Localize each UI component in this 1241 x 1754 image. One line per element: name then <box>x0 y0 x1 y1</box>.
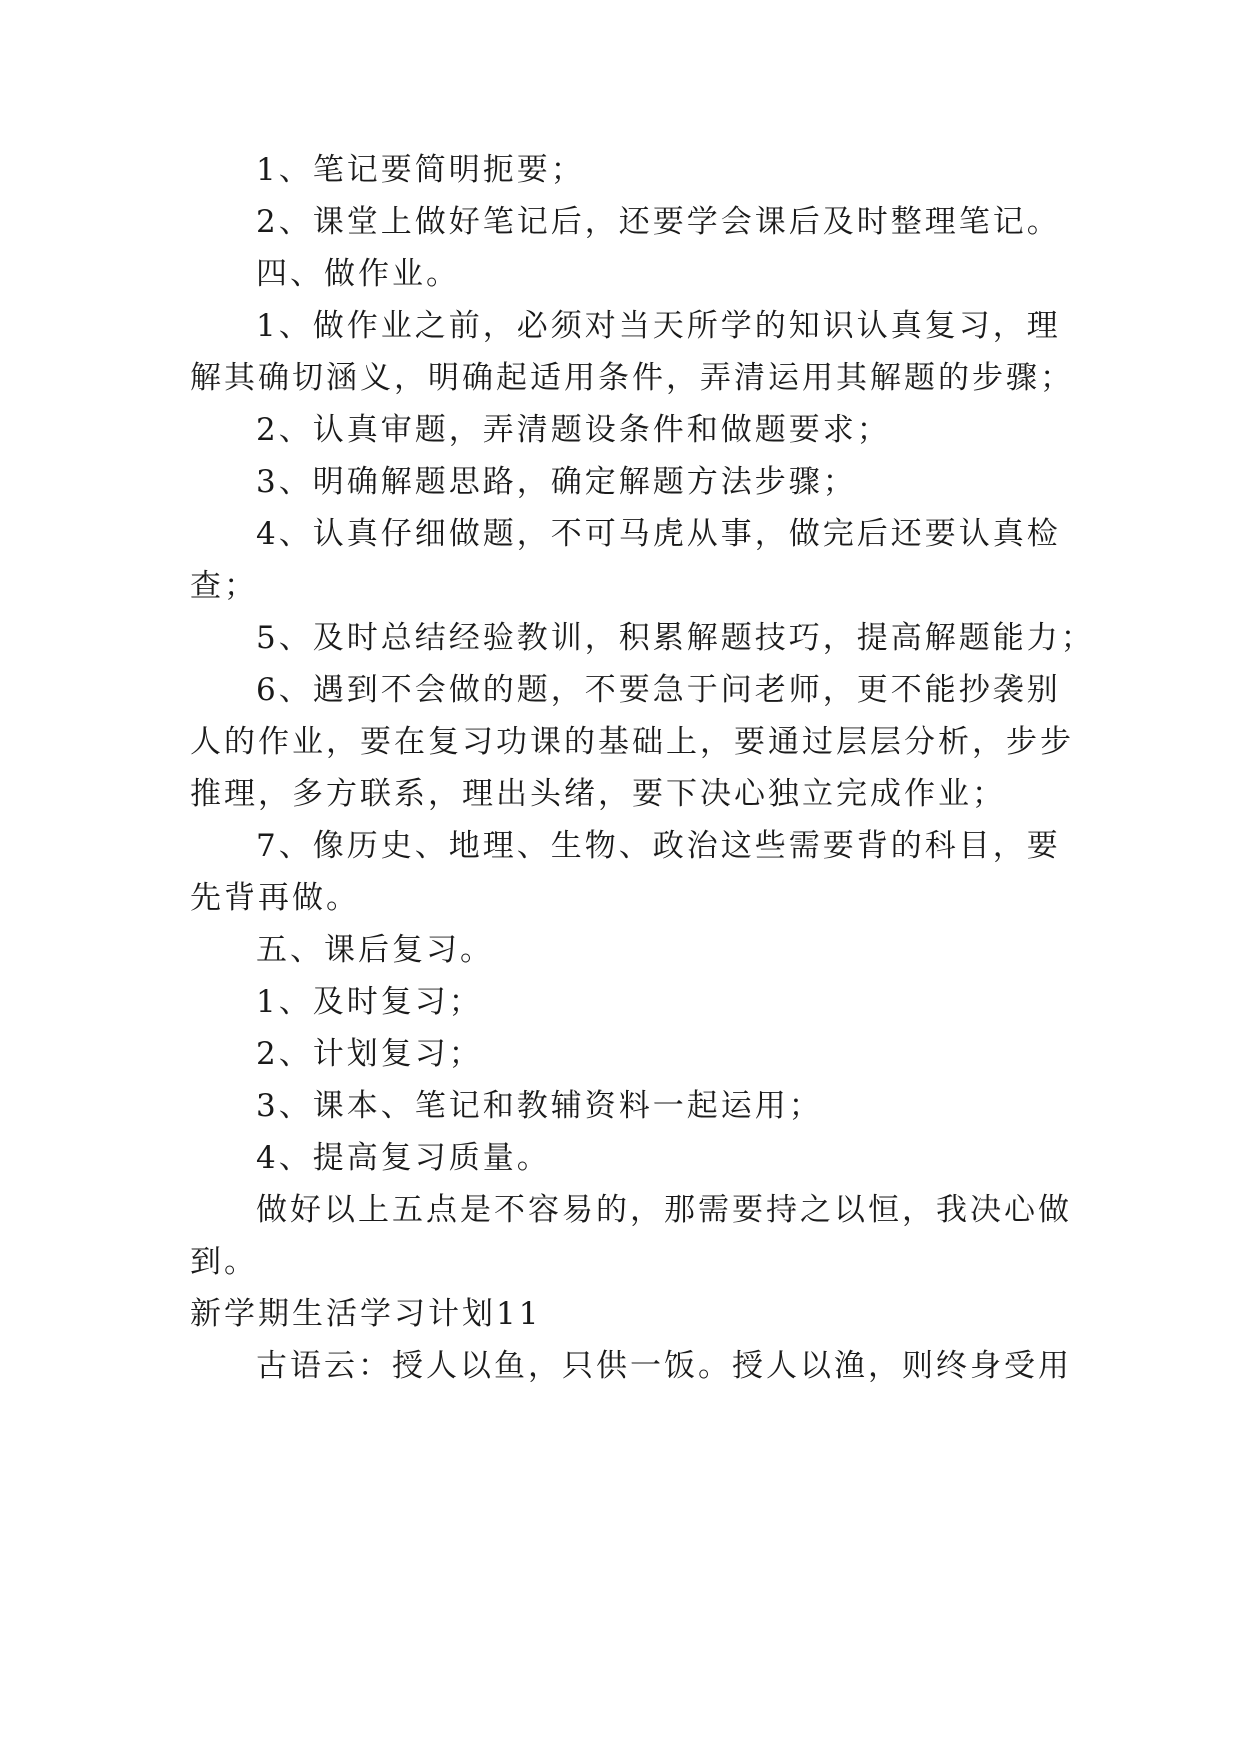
homework-item-4-continued: 查； <box>190 568 258 604</box>
homework-item-6: 6、遇到不会做的题，不要急于问老师，更不能抄袭别 <box>256 672 1061 708</box>
homework-item-1-continued: 解其确切涵义，明确起适用条件，弄清运用其解题的步骤； <box>190 360 1074 396</box>
review-item-1: 1、及时复习； <box>256 984 483 1020</box>
homework-item-7-continued: 先背再做。 <box>190 880 360 916</box>
review-item-3: 3、课本、笔记和教辅资料一起运用； <box>256 1088 823 1124</box>
homework-item-3: 3、明确解题思路，确定解题方法步骤； <box>256 464 857 500</box>
homework-item-5: 5、及时总结经验教训，积累解题技巧，提高解题能力； <box>256 620 1095 656</box>
intro-paragraph: 古语云：授人以鱼，只供一饭。授人以渔，则终身受用 <box>256 1348 1072 1384</box>
conclusion-paragraph: 做好以上五点是不容易的，那需要持之以恒，我决心做 <box>256 1192 1072 1228</box>
conclusion-paragraph-continued: 到。 <box>190 1244 258 1280</box>
section-title: 新学期生活学习计划11 <box>190 1296 542 1332</box>
notes-item-2: 2、课堂上做好笔记后，还要学会课后及时整理笔记。 <box>256 204 1061 240</box>
homework-item-6-continued-2: 推理，多方联系，理出头绪，要下决心独立完成作业； <box>190 776 1006 812</box>
homework-item-6-continued-1: 人的作业，要在复习功课的基础上，要通过层层分析，步步 <box>190 724 1074 760</box>
section-heading-review: 五、课后复习。 <box>256 932 494 968</box>
homework-item-4: 4、认真仔细做题，不可马虎从事，做完后还要认真检 <box>256 516 1061 552</box>
review-item-2: 2、计划复习； <box>256 1036 483 1072</box>
homework-item-7: 7、像历史、地理、生物、政治这些需要背的科目，要 <box>256 828 1061 864</box>
homework-item-1: 1、做作业之前，必须对当天所学的知识认真复习，理 <box>256 308 1061 344</box>
section-heading-homework: 四、做作业。 <box>256 256 460 292</box>
homework-item-2: 2、认真审题，弄清题设条件和做题要求； <box>256 412 891 448</box>
review-item-4: 4、提高复习质量。 <box>256 1140 551 1176</box>
notes-item-1: 1、笔记要简明扼要； <box>256 152 585 188</box>
